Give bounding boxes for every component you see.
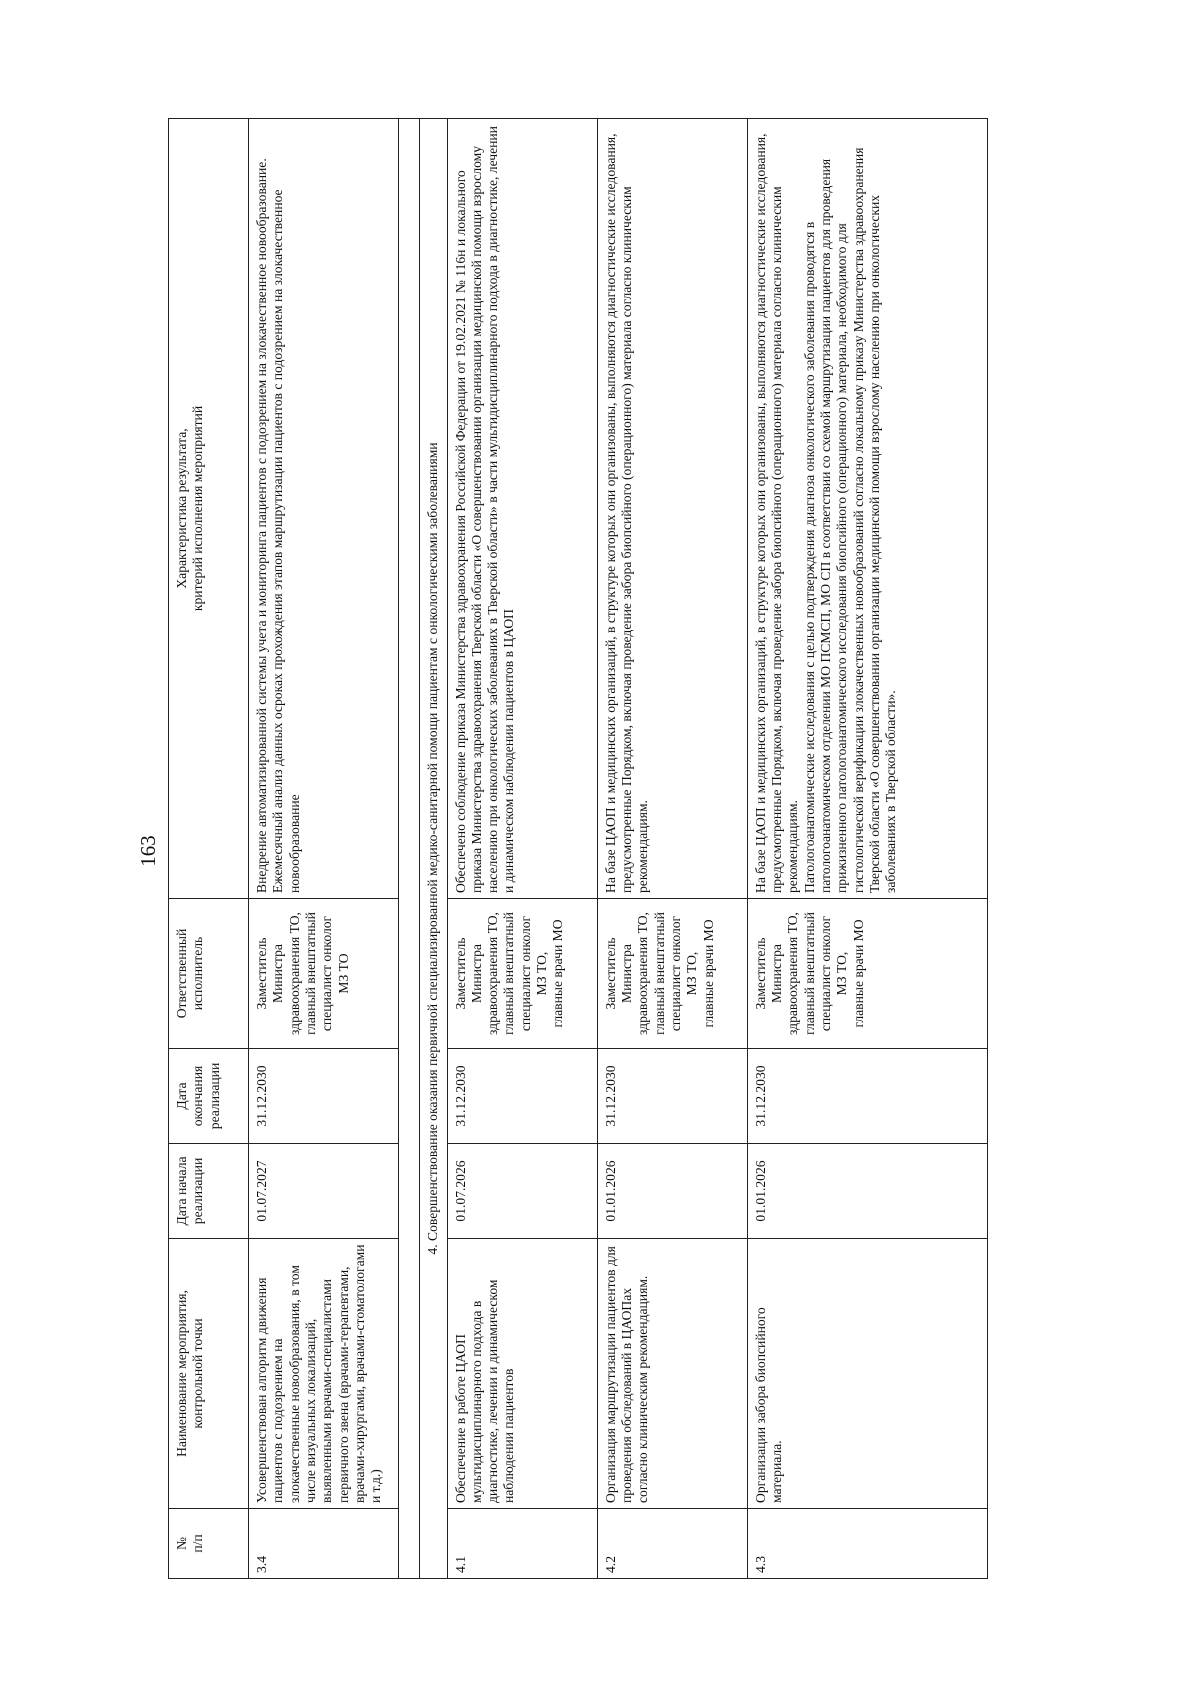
table-header-row <box>169 119 249 1579</box>
row-responsible: Заместитель Министра здравоохранения ТО, главный внештатный специалист онколог МЗ ТО, главные врачи МО <box>447 899 597 1049</box>
row-responsible: Заместитель Министра здравоохранения ТО, главный внештатный специалист онколог МЗ ТО <box>249 899 399 1049</box>
row-end-date: 31.12.2030 <box>597 1049 747 1144</box>
section-row <box>420 119 447 1579</box>
header-characteristic: Характеристика результата, критерий исполнения мероприятий <box>169 119 249 899</box>
row-characteristic: Внедрение автоматизированной системы учета и мониторинга пациентов с подозрением на злокачественное новообразование. Ежемесячный анализ данных осроках прохождения этапов маршрутизации пациентов с подозрением на злокачественное новообразование <box>249 119 399 899</box>
row-end-date: 31.12.2030 <box>447 1049 597 1144</box>
table-row <box>597 119 747 1579</box>
row-start-date: 01.01.2026 <box>747 1144 987 1239</box>
header-start-date: Дата начала реализации <box>169 1144 249 1239</box>
row-responsible: Заместитель Министра здравоохранения ТО, главный внештатный специалист онколог МЗ ТО, главные врачи МО <box>597 899 747 1049</box>
row-name: Организация маршрутизации пациентов для проведения обследований в ЦАОПах согласно клиническим рекомендациям. <box>597 1239 747 1509</box>
row-number: 3.4 <box>249 1509 399 1579</box>
table-row <box>747 119 987 1579</box>
row-end-date: 31.12.2030 <box>747 1049 987 1144</box>
row-number: 4.2 <box>597 1509 747 1579</box>
header-number: № п/п <box>169 1509 249 1579</box>
header-name: Наименование мероприятия, контрольной точки <box>169 1239 249 1509</box>
row-start-date: 01.07.2027 <box>249 1144 399 1239</box>
activities-table <box>168 118 988 1579</box>
page-number: 163 <box>136 835 160 867</box>
section-title: 4. Совершенствование оказания первичной специализированной медико-санитарной помощи пациентам с онкологическими заболеваниями <box>420 119 447 1579</box>
row-characteristic: На базе ЦАОП и медицинских организаций, в структуре которых они организованы, выполняются диагностические исследования, предусмотренные Порядком, включая проведение забора биопсийного (операционного) материала согласно клиническим рекомендациям. Патологоанатомические исследования с целью подтверждения диагноза онкологического заболевания проводятся в патологоанатомическом отделении МО ПСМСП, МО СП в соответствии со схемой маршрутизации пациентов для проведения прижизненного патологоанатомического исследования биопсийного (операционного) материала, необходимого для гистологической верификации злокачественных новообразований согласно локальному приказу Министерства здравоохранения Тверской области «О совершенствовании организации медицинской помощи взрослому населению при онкологических заболеваниях в Тверской области». <box>747 119 987 899</box>
row-start-date: 01.07.2026 <box>447 1144 597 1239</box>
row-responsible: Заместитель Министра здравоохранения ТО, главный внештатный специалист онколог МЗ ТО, главные врачи МО <box>747 899 987 1049</box>
row-name: Усовершенствован алгоритм движения пациентов с подозрением на злокачественные новообразования, в том числе визуальных локализаций, выявленными врачами-специалистами первичного звена (врачами-терапевтами, врачами-хирургами, врачами-стоматологами и т.д.) <box>249 1239 399 1509</box>
table-row <box>447 119 597 1579</box>
row-end-date: 31.12.2030 <box>249 1049 399 1144</box>
row-name: Организации забора биопсийного материала. <box>747 1239 987 1509</box>
row-number: 4.1 <box>447 1509 597 1579</box>
header-responsible: Ответственный исполнитель <box>169 899 249 1049</box>
row-characteristic: Обеспечено соблюдение приказа Министерства здравоохранения Российской Федерации от 19.02.2021 № 116н и локального приказа Министерства здравоохранения Тверской области «О совершенствовании организации медицинской помощи взрослому населению при онкологических заболеваниях в Тверской области» в части мультидисциплинарного подхода в диагностике, лечении и динамическом наблюдении пациентов в ЦАОП <box>447 119 597 899</box>
row-number: 4.3 <box>747 1509 987 1579</box>
row-name: Обеспечение в работе ЦАОП мультидисциплинарного подхода в диагностике, лечении и динамическом наблюдении пациентов <box>447 1239 597 1509</box>
row-characteristic: На базе ЦАОП и медицинских организаций, в структуре которых они организованы, выполняются диагностические исследования, предусмотренные Порядком, включая проведение забора биопсийного (операционного) материала согласно клиническим рекомендациям. <box>597 119 747 899</box>
header-end-date: Дата окончания реализации <box>169 1049 249 1144</box>
table-row <box>249 119 399 1579</box>
table-spacer-row <box>399 119 420 1579</box>
row-start-date: 01.01.2026 <box>597 1144 747 1239</box>
rotated-page-content <box>168 119 988 1579</box>
